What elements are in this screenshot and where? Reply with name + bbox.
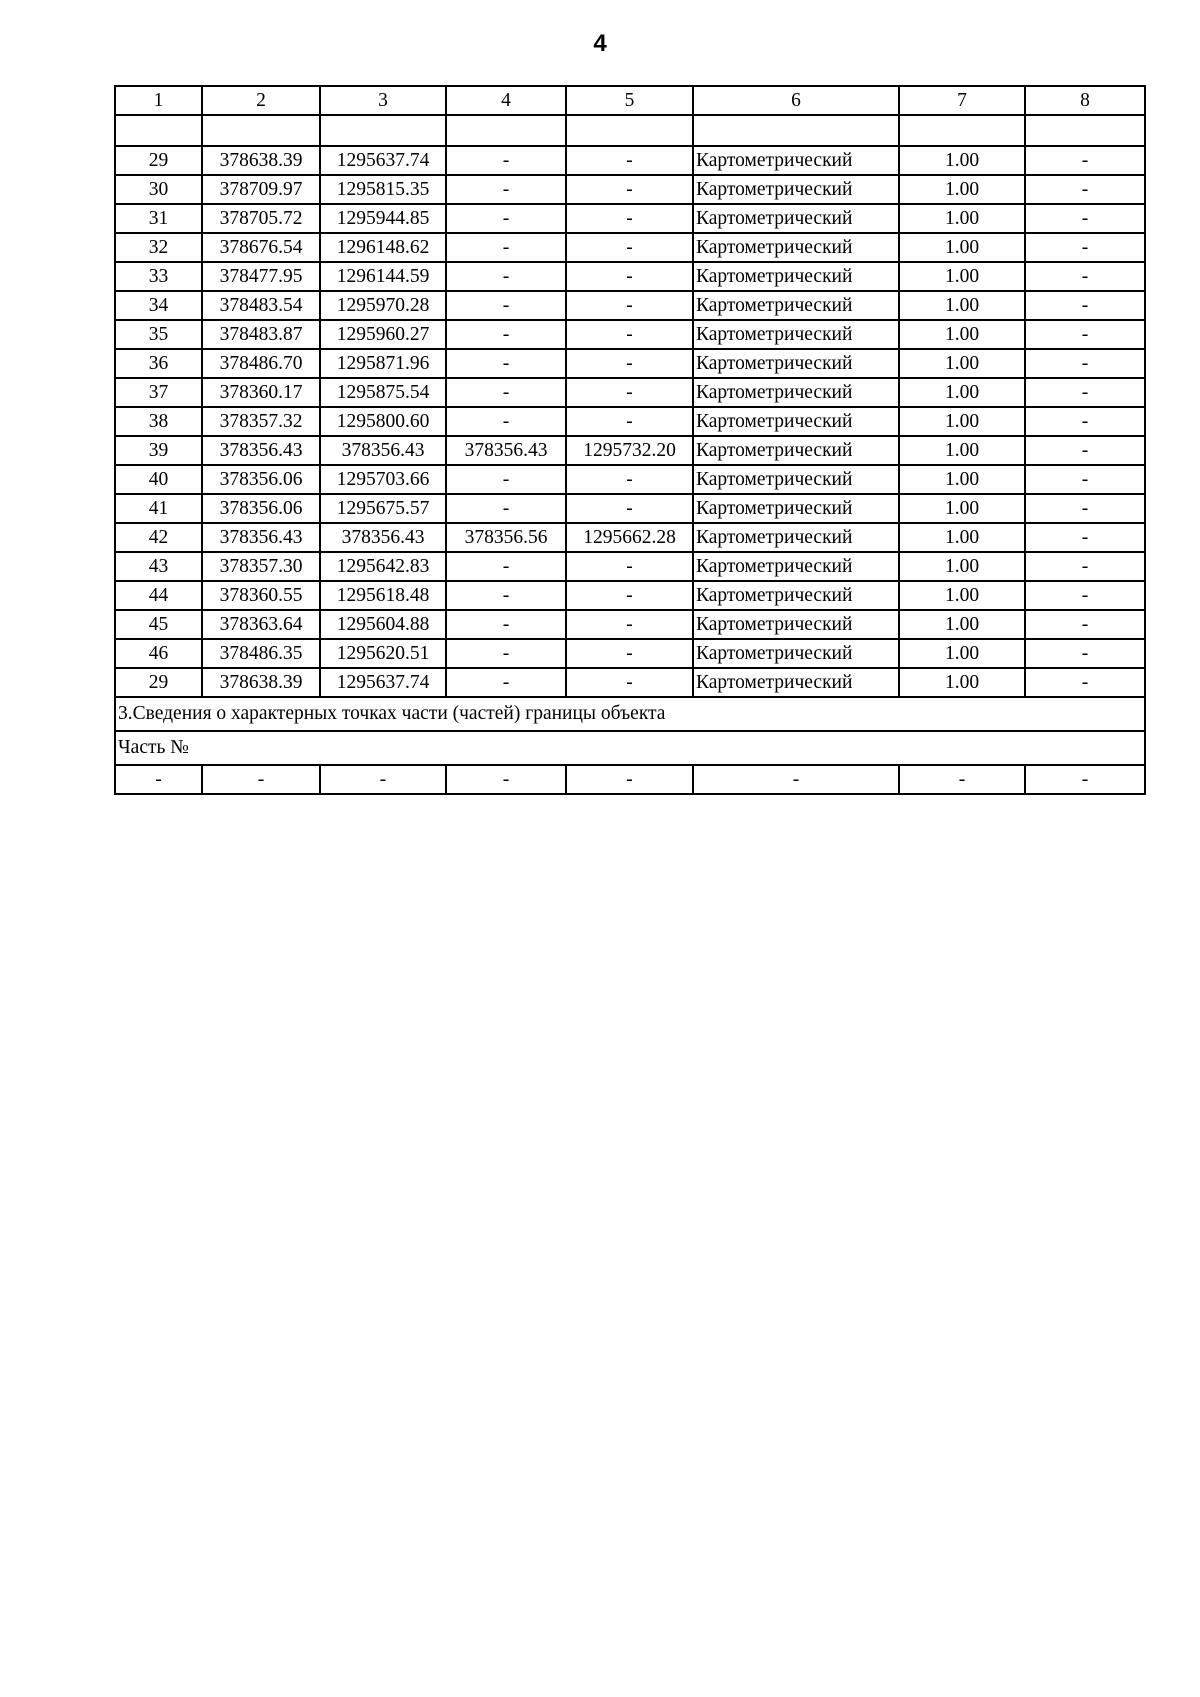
- table-cell: 32: [115, 233, 202, 262]
- table-cell: 35: [115, 320, 202, 349]
- empty-cell: [320, 115, 446, 146]
- table-cell: -: [1025, 436, 1145, 465]
- table-cell: -: [1025, 581, 1145, 610]
- table-cell: 34: [115, 291, 202, 320]
- table-cell: -: [693, 765, 899, 794]
- table-row: [115, 610, 1145, 639]
- table-cell: Картометрический: [693, 523, 899, 552]
- table-cell: -: [566, 175, 693, 204]
- table-cell: -: [446, 262, 566, 291]
- column-header: 3: [320, 86, 446, 115]
- table-cell: 1.00: [899, 349, 1025, 378]
- table-cell: 378477.95: [202, 262, 320, 291]
- table-cell: -: [1025, 204, 1145, 233]
- table-cell: 1.00: [899, 262, 1025, 291]
- empty-cell: [202, 115, 320, 146]
- table-cell: 378357.30: [202, 552, 320, 581]
- table-row: [115, 436, 1145, 465]
- table-cell: -: [566, 639, 693, 668]
- table-cell: -: [446, 552, 566, 581]
- table-row: [115, 204, 1145, 233]
- table-cell: Картометрический: [693, 465, 899, 494]
- table-cell: -: [1025, 349, 1145, 378]
- table-cell: Картометрический: [693, 668, 899, 697]
- table-cell: 1295960.27: [320, 320, 446, 349]
- table-cell: 378356.06: [202, 494, 320, 523]
- table-cell: 1.00: [899, 465, 1025, 494]
- table-cell: Картометрический: [693, 610, 899, 639]
- table-cell: -: [446, 639, 566, 668]
- table-cell: 1.00: [899, 610, 1025, 639]
- table-cell: 1.00: [899, 407, 1025, 436]
- table-cell: 378360.17: [202, 378, 320, 407]
- table-cell: 378486.70: [202, 349, 320, 378]
- table-cell: 41: [115, 494, 202, 523]
- table-cell: -: [202, 765, 320, 794]
- table-cell: -: [1025, 146, 1145, 175]
- empty-cell: [1025, 115, 1145, 146]
- table-cell: 36: [115, 349, 202, 378]
- table-cell: 1.00: [899, 320, 1025, 349]
- table-cell: -: [566, 320, 693, 349]
- table-cell: 1.00: [899, 668, 1025, 697]
- table-cell: 378356.43: [320, 436, 446, 465]
- table-cell: Картометрический: [693, 349, 899, 378]
- table-cell: Картометрический: [693, 146, 899, 175]
- table-cell: 1.00: [899, 291, 1025, 320]
- table-cell: Картометрический: [693, 436, 899, 465]
- table-cell: 1.00: [899, 146, 1025, 175]
- table-row: [115, 349, 1145, 378]
- table-cell: 378638.39: [202, 146, 320, 175]
- table-cell: -: [1025, 175, 1145, 204]
- table-row: [115, 146, 1145, 175]
- table-cell: -: [446, 378, 566, 407]
- table-cell: 1.00: [899, 204, 1025, 233]
- table-cell: -: [1025, 494, 1145, 523]
- table-cell: Картометрический: [693, 552, 899, 581]
- blank-row: [115, 115, 1145, 146]
- table-cell: -: [446, 291, 566, 320]
- table-cell: 29: [115, 146, 202, 175]
- table-cell: 378486.35: [202, 639, 320, 668]
- empty-cell: [446, 115, 566, 146]
- table-cell: 1295944.85: [320, 204, 446, 233]
- table-cell: -: [1025, 233, 1145, 262]
- empty-cell: [693, 115, 899, 146]
- table-cell: -: [566, 146, 693, 175]
- table-cell: -: [1025, 523, 1145, 552]
- table-cell: 37: [115, 378, 202, 407]
- table-row: [115, 407, 1145, 436]
- table-cell: Картометрический: [693, 320, 899, 349]
- table-row: [115, 581, 1145, 610]
- table-cell: 1.00: [899, 494, 1025, 523]
- table-cell: 1295970.28: [320, 291, 446, 320]
- table-cell: -: [446, 465, 566, 494]
- table-cell: -: [566, 407, 693, 436]
- table-cell: -: [566, 765, 693, 794]
- table-cell: -: [446, 668, 566, 697]
- table-cell: 1295800.60: [320, 407, 446, 436]
- table-cell: -: [1025, 320, 1145, 349]
- table-cell: 1295703.66: [320, 465, 446, 494]
- table-header-row: [115, 86, 1145, 115]
- table-cell: 378356.56: [446, 523, 566, 552]
- table-cell: -: [566, 581, 693, 610]
- empty-cell: [899, 115, 1025, 146]
- table-cell: 45: [115, 610, 202, 639]
- column-header: 5: [566, 86, 693, 115]
- table-cell: 40: [115, 465, 202, 494]
- table-cell: -: [446, 175, 566, 204]
- table-cell: Картометрический: [693, 233, 899, 262]
- table-cell: 1295637.74: [320, 146, 446, 175]
- column-header: 1: [115, 86, 202, 115]
- table-cell: 378638.39: [202, 668, 320, 697]
- table-cell: -: [566, 668, 693, 697]
- table-cell: 378709.97: [202, 175, 320, 204]
- table-cell: -: [446, 407, 566, 436]
- table-cell: 33: [115, 262, 202, 291]
- table-cell: -: [566, 552, 693, 581]
- table-cell: 46: [115, 639, 202, 668]
- table-cell: 1.00: [899, 233, 1025, 262]
- table-cell: 1296144.59: [320, 262, 446, 291]
- table-cell: -: [566, 262, 693, 291]
- table-cell: 378356.43: [320, 523, 446, 552]
- table-cell: -: [566, 291, 693, 320]
- table-cell: 1.00: [899, 552, 1025, 581]
- table-cell: 1.00: [899, 639, 1025, 668]
- table-cell: -: [566, 465, 693, 494]
- empty-cell: [566, 115, 693, 146]
- table-cell: -: [446, 610, 566, 639]
- table-cell: 378483.87: [202, 320, 320, 349]
- table-cell: -: [1025, 407, 1145, 436]
- table-cell: -: [1025, 552, 1145, 581]
- table-cell: -: [1025, 668, 1145, 697]
- empty-cell: [115, 115, 202, 146]
- table-row: [115, 494, 1145, 523]
- table-cell: -: [566, 378, 693, 407]
- coordinates-table: [114, 85, 1146, 795]
- table-cell: 1295618.48: [320, 581, 446, 610]
- table-cell: 378360.55: [202, 581, 320, 610]
- table-cell: 31: [115, 204, 202, 233]
- table-body: [115, 86, 1145, 794]
- table-cell: 1295815.35: [320, 175, 446, 204]
- table-cell: -: [446, 233, 566, 262]
- table-cell: 44: [115, 581, 202, 610]
- table-cell: 1295875.54: [320, 378, 446, 407]
- table-cell: 1.00: [899, 581, 1025, 610]
- table-cell: 1295871.96: [320, 349, 446, 378]
- table-cell: -: [446, 204, 566, 233]
- table-cell: 378483.54: [202, 291, 320, 320]
- table-cell: 1296148.62: [320, 233, 446, 262]
- section-3-row: [115, 697, 1145, 731]
- table-cell: 1295642.83: [320, 552, 446, 581]
- table-cell: 42: [115, 523, 202, 552]
- table-row: [115, 639, 1145, 668]
- table-cell: -: [446, 494, 566, 523]
- table-cell: Картометрический: [693, 494, 899, 523]
- table-cell: -: [115, 765, 202, 794]
- part-data-row: [115, 765, 1145, 794]
- table-cell: -: [1025, 765, 1145, 794]
- table-cell: -: [446, 146, 566, 175]
- table-cell: 378356.43: [202, 523, 320, 552]
- table-cell: -: [1025, 262, 1145, 291]
- table-cell: Картометрический: [693, 378, 899, 407]
- table-cell: 378676.54: [202, 233, 320, 262]
- table-cell: -: [566, 233, 693, 262]
- table-cell: -: [446, 581, 566, 610]
- table-cell: 1295604.88: [320, 610, 446, 639]
- table-cell: -: [899, 765, 1025, 794]
- table-cell: 378357.32: [202, 407, 320, 436]
- table-cell: 30: [115, 175, 202, 204]
- table-cell: Картометрический: [693, 204, 899, 233]
- table-cell: Картометрический: [693, 581, 899, 610]
- table-row: [115, 320, 1145, 349]
- table-cell: Картометрический: [693, 175, 899, 204]
- column-header: 7: [899, 86, 1025, 115]
- table-cell: 1.00: [899, 378, 1025, 407]
- table-cell: 1.00: [899, 523, 1025, 552]
- table-row: [115, 552, 1145, 581]
- table-row: [115, 175, 1145, 204]
- table-cell: 29: [115, 668, 202, 697]
- column-header: 2: [202, 86, 320, 115]
- table-row: [115, 668, 1145, 697]
- column-header: 6: [693, 86, 899, 115]
- table-cell: 378356.43: [446, 436, 566, 465]
- table-cell: -: [1025, 639, 1145, 668]
- column-header: 8: [1025, 86, 1145, 115]
- table-cell: 1.00: [899, 175, 1025, 204]
- table-cell: -: [446, 320, 566, 349]
- table-row: [115, 465, 1145, 494]
- table-cell: 1295637.74: [320, 668, 446, 697]
- table-cell: 39: [115, 436, 202, 465]
- table-cell: 1295675.57: [320, 494, 446, 523]
- table-cell: 378363.64: [202, 610, 320, 639]
- table-cell: -: [1025, 465, 1145, 494]
- table-cell: -: [446, 765, 566, 794]
- table-cell: 1.00: [899, 436, 1025, 465]
- table-row: [115, 291, 1145, 320]
- table-cell: -: [1025, 291, 1145, 320]
- part-number-label: Часть №: [115, 731, 1145, 765]
- table-cell: 1295620.51: [320, 639, 446, 668]
- table-cell: -: [1025, 610, 1145, 639]
- table-cell: 378356.06: [202, 465, 320, 494]
- table-cell: Картометрический: [693, 262, 899, 291]
- table-cell: Картометрический: [693, 407, 899, 436]
- table-cell: -: [320, 765, 446, 794]
- section-3-title: 3.Сведения о характерных точках части (частей) границы объекта: [115, 697, 1145, 731]
- table-cell: -: [1025, 378, 1145, 407]
- table-cell: 38: [115, 407, 202, 436]
- table-cell: 1295732.20: [566, 436, 693, 465]
- table-row: [115, 233, 1145, 262]
- table-row: [115, 523, 1145, 552]
- table-cell: -: [566, 204, 693, 233]
- table-cell: -: [446, 349, 566, 378]
- table-cell: -: [566, 610, 693, 639]
- table-cell: Картометрический: [693, 639, 899, 668]
- page-number: 4: [593, 30, 607, 57]
- table-cell: 43: [115, 552, 202, 581]
- table-row: [115, 262, 1145, 291]
- part-number-row: [115, 731, 1145, 765]
- table-cell: 378356.43: [202, 436, 320, 465]
- table-cell: -: [566, 494, 693, 523]
- table-cell: -: [566, 349, 693, 378]
- table-cell: 1295662.28: [566, 523, 693, 552]
- column-header: 4: [446, 86, 566, 115]
- table-cell: Картометрический: [693, 291, 899, 320]
- table-row: [115, 378, 1145, 407]
- table-cell: 378705.72: [202, 204, 320, 233]
